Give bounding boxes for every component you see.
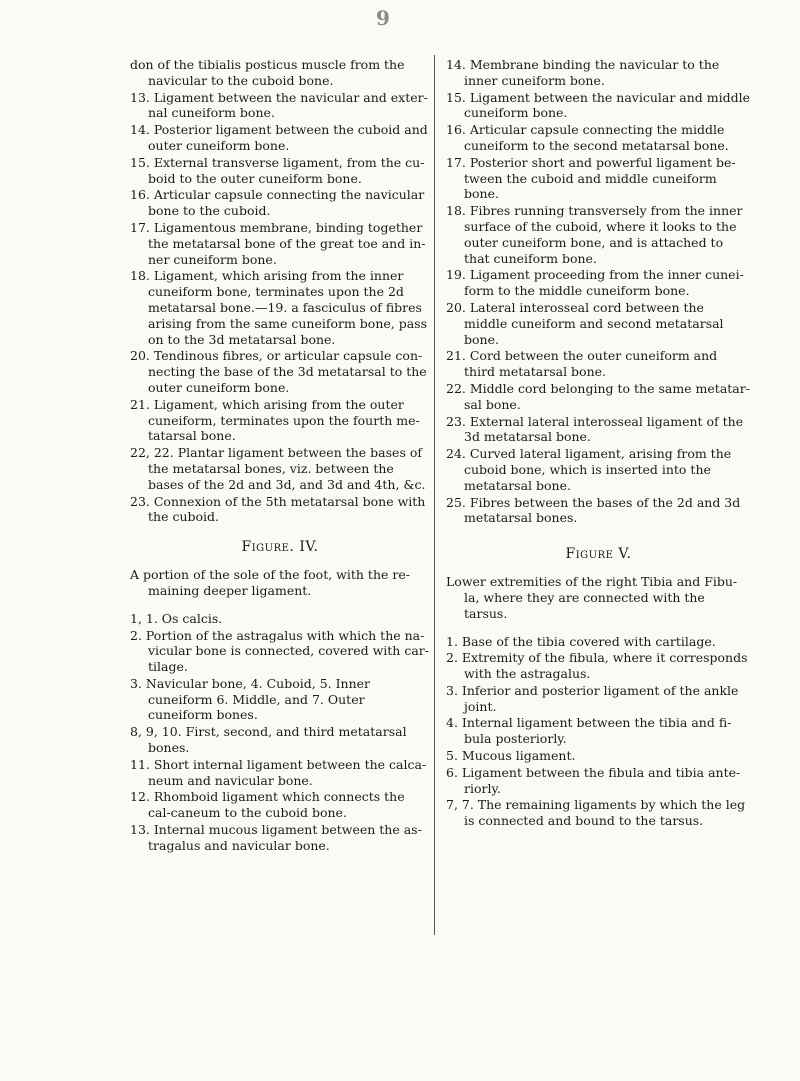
legend-entry: 17. Posterior short and powerful ligament be-tween the cuboid and middle cuneiform bone. xyxy=(446,154,736,202)
legend-entry: 19. Ligament proceeding from the inner cunei-form to the middle cuneiform bone. xyxy=(446,267,744,299)
legend-entry: 22. Middle cord belonging to the same metatar-sal bone. xyxy=(446,380,750,412)
legend-entry: 21. Cord between the outer cuneiform and third metatarsal bone. xyxy=(446,348,718,380)
page-number: 9 xyxy=(376,6,391,30)
left-legend-list xyxy=(130,57,430,525)
right-legend-list xyxy=(446,57,751,526)
legend-entry: 21. Ligament, which arising from the outer cuneiform, terminates upon the fourth me-tatarsal bone. xyxy=(130,396,420,444)
legend-entry: 6. Ligament between the fibula and tibia ante-riorly. xyxy=(446,764,741,796)
right-column xyxy=(446,57,751,830)
legend-entry: 18. Ligament, which arising from the inner cuneiform bone, terminates upon the 2d metatarsal bone.—19. a fasciculus of fibres arising from the same cuneiform bone, pass on to the 3d metatarsal bone. xyxy=(130,268,428,347)
legend-entry: 2. Portion of the astragalus with which the na-vicular bone is connected, covered with car-tilage. xyxy=(130,627,429,675)
legend-entry: 20. Lateral interosseal cord between the middle cuneiform and second metatarsal bone. xyxy=(446,299,724,347)
legend-entry: 11. Short internal ligament between the calca-neum and navicular bone. xyxy=(130,756,427,788)
legend-entry: 1, 1. Os calcis. xyxy=(130,610,223,626)
legend-entry: 7, 7. The remaining ligaments by which the leg is connected and bound to the tarsus. xyxy=(446,797,746,829)
figure-iv-legend-list xyxy=(130,611,430,854)
legend-entry: 18. Fibres running transversely from the inner surface of the cuboid, where it looks to the outer cuneiform bone, and is attached to that cuneiform bone. xyxy=(446,203,743,266)
legend-entry: 24. Curved lateral ligament, arising from the cuboid bone, which is inserted into the metatarsal bone. xyxy=(446,446,732,493)
left-column xyxy=(130,57,430,855)
legend-entry: 17. Ligamentous membrane, binding together the metatarsal bone of the great toe and in-ner cuneiform bone. xyxy=(130,219,426,267)
legend-entry: 13. Ligament between the navicular and exter-nal cuneiform bone. xyxy=(130,89,428,121)
legend-entry: 22, 22. Plantar ligament between the bases of the metatarsal bones, viz. between the bases of the 2d and 3d, and 3d and 4th, &c. xyxy=(130,445,426,492)
figure-v-title: Figure V. xyxy=(565,546,632,563)
legend-entry: 23. Connexion of the 5th metatarsal bone with the cuboid. xyxy=(130,493,426,525)
legend-entry: don of the tibialis posticus muscle from the navicular to the cuboid bone. xyxy=(130,57,405,88)
figure-v-description: Lower extremities of the right Tibia and Fibu-la, where they are connected with the tarsus. xyxy=(446,574,738,621)
column-divider xyxy=(434,55,435,935)
legend-entry: 2. Extremity of the fibula, where it corresponds with the astragalus. xyxy=(446,650,748,682)
legend-entry: 3. Navicular bone, 4. Cuboid, 5. Inner cuneiform 6. Middle, and 7. Outer cuneiform bones. xyxy=(130,675,371,723)
figure-iv-description: A portion of the sole of the foot, with the re-maining deeper ligament. xyxy=(130,567,410,598)
legend-entry: 15. Ligament between the navicular and middle cuneiform bone. xyxy=(446,89,751,121)
legend-entry: 23. External lateral interosseal ligament of the 3d metatarsal bone. xyxy=(446,413,744,445)
legend-entry: 14. Membrane binding the navicular to the inner cuneiform bone. xyxy=(446,57,720,88)
legend-entry: 16. Articular capsule connecting the middle cuneiform to the second metatarsal bone. xyxy=(446,122,729,153)
legend-entry: 13. Internal mucous ligament between the as-tragalus and navicular bone. xyxy=(130,822,422,853)
legend-entry: 3. Inferior and posterior ligament of the ankle joint. xyxy=(446,682,739,714)
legend-entry: 25. Fibres between the bases of the 2d and 3d metatarsal bones. xyxy=(446,494,741,526)
legend-entry: 12. Rhomboid ligament which connects the cal-caneum to the cuboid bone. xyxy=(130,789,405,821)
legend-entry: 5. Mucous ligament. xyxy=(446,748,576,764)
legend-entry: 15. External transverse ligament, from the cu-boid to the outer cuneiform bone. xyxy=(130,154,425,186)
legend-entry: 16. Articular capsule connecting the navicular bone to the cuboid. xyxy=(130,187,425,219)
legend-entry: 8, 9, 10. First, second, and third metatarsal bones. xyxy=(130,724,407,756)
legend-entry: 14. Posterior ligament between the cuboid and outer cuneiform bone. xyxy=(130,122,428,153)
figure-v-legend-list xyxy=(446,634,751,830)
legend-entry: 1. Base of the tibia covered with cartilage. xyxy=(446,633,716,649)
legend-entry: 20. Tendinous fibres, or articular capsule con-necting the base of the 3d metatarsal to the outer cuneiform bone. xyxy=(130,348,427,395)
figure-iv-title: Figure. IV. xyxy=(241,539,319,556)
legend-entry: 4. Internal ligament between the tibia and fi-bula posteriorly. xyxy=(446,715,732,747)
